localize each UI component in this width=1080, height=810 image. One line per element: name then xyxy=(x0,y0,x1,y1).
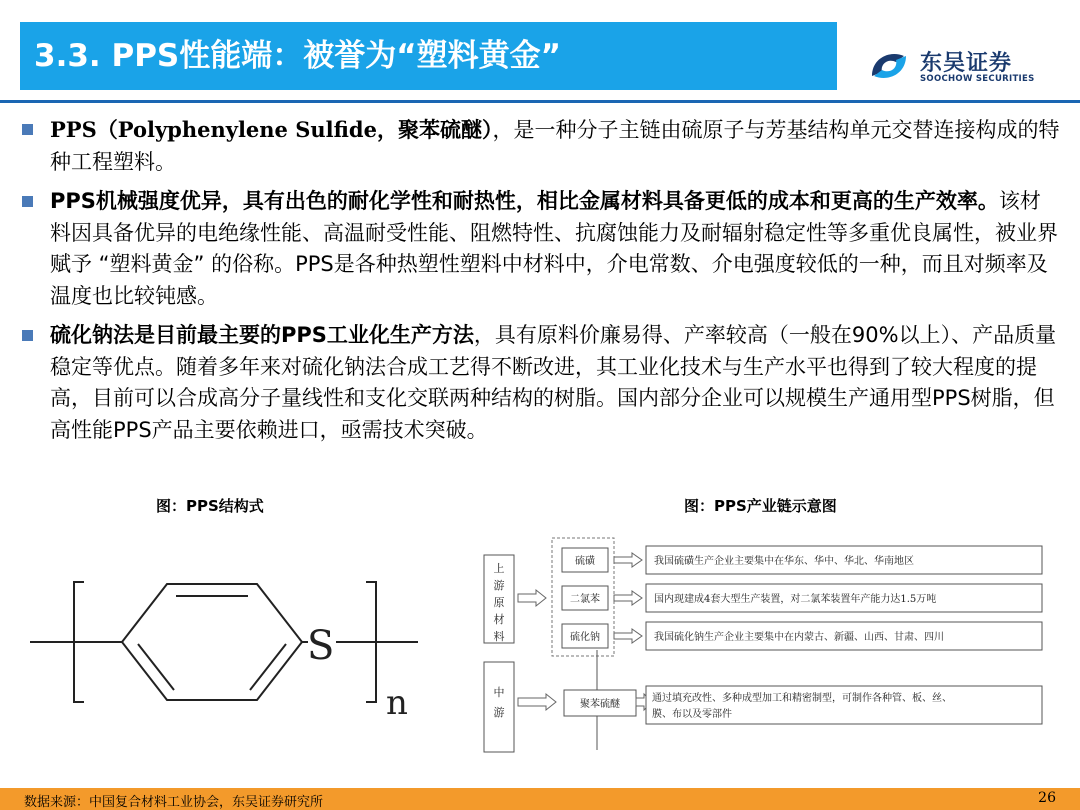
header-divider xyxy=(0,100,1080,103)
figure-title-chain: 图：PPS产业链示意图 xyxy=(684,497,837,515)
material-name-sodium-sulfide: 硫化钠 xyxy=(570,632,600,643)
bullet-item xyxy=(20,114,1060,178)
midstream-label: 中游 xyxy=(493,686,505,719)
inner-double-bond-right xyxy=(250,644,286,690)
arrow-dichlorobenzene-icon xyxy=(614,591,642,605)
bullet-text: 该材料因具备优异的电绝缘性能、高温耐受性能、阻燃特性、抗腐蚀能力及耐辐射稳定性等多重优良属性，被业界赋予 “塑料黄金” 的俗称。PPS是各种热塑性塑料中材料中，介电常数、介电强度较低的一种，而且对频率及温度也比较钝感。 xyxy=(50,189,1058,308)
bullet-square-icon xyxy=(22,196,33,207)
bullet-square-icon xyxy=(22,330,33,341)
upstream-arrow-icon xyxy=(518,590,546,606)
midstream-arrow-icon xyxy=(518,694,556,710)
bullet-list xyxy=(20,114,1060,454)
company-logo xyxy=(866,44,1046,88)
bullet-emphasis: PPS机械强度优异，具有出色的耐化学性和耐热性，相比金属材料具备更低的成本和更高的生产效率。 xyxy=(50,189,999,213)
product-desc-line1: 通过填充改性、多种成型加工和精密制型，可制作各种管、板、丝、 xyxy=(652,693,952,704)
product-desc-line2: 膜、布以及零部件 xyxy=(652,709,732,720)
material-name-sulfur: 硫磺 xyxy=(575,556,595,567)
upstream-label: 上游原材料 xyxy=(493,562,505,643)
arrow-sodium-sulfide-icon xyxy=(614,629,642,643)
sulfur-atom: S xyxy=(307,623,335,669)
desc-dichlorobenzene: 国内现建成4套大型生产装置，对二氯苯装置年产能力达1.5万吨 xyxy=(654,594,937,605)
material-name-dichlorobenzene: 二氯苯 xyxy=(570,594,600,605)
footer-bar xyxy=(0,788,1080,810)
figure-title-structure: 图：PPS结构式 xyxy=(156,497,264,515)
data-source: 数据来源：中国复合材料工业协会，东吴证券研究所 xyxy=(24,795,324,810)
pps-structure-diagram xyxy=(30,562,470,722)
bullet-text: ，是一种分子主链由硫原子与芳基结构单元交替连接构成的特种工程塑料。 xyxy=(50,118,1060,174)
logo-english-name: SOOCHOW SECURITIES xyxy=(920,74,1035,84)
inner-double-bond-left xyxy=(138,644,174,690)
bullet-item xyxy=(20,320,1060,446)
bullet-emphasis: PPS（Polyphenylene Sulfide，聚苯硫醚） xyxy=(50,117,493,142)
desc-sodium-sulfide: 我国硫化钠生产企业主要集中在内蒙古、新疆、山西、甘肃、四川 xyxy=(654,632,944,643)
industry-chain-diagram xyxy=(480,530,1050,760)
benzene-ring xyxy=(122,584,302,700)
arrow-sulfur-icon xyxy=(614,553,642,567)
bullet-item xyxy=(20,186,1060,312)
repeat-subscript: n xyxy=(386,683,408,722)
bullet-emphasis: 硫化钠法是目前最主要的PPS工业化生产方法 xyxy=(50,323,474,347)
page-title: 3.3. PPS性能端：被誉为“塑料黄金” xyxy=(34,38,561,74)
desc-sulfur: 我国硫磺生产企业主要集中在华东、华中、华北、华南地区 xyxy=(654,556,914,567)
product-name: 聚苯硫醚 xyxy=(580,699,620,710)
logo-mark-icon xyxy=(866,46,912,86)
bullet-text: ，具有原料价廉易得、产率较高（一般在90%以上）、产品质量稳定等优点。随着多年来对硫化钠法合成工艺得不断改进，其工业化技术与生产水平也得到了较大程度的提高，目前可以合成高分子量线性和支化交联两种结构的树脂。国内部分企业可以规模生产通用型PPS树脂，但高性能PPS产品主要依赖进口，亟需技术突破。 xyxy=(50,323,1057,442)
logo-name: 东吴证券 xyxy=(920,51,1013,76)
bullet-square-icon xyxy=(22,124,33,135)
page-number: 26 xyxy=(1038,790,1056,806)
